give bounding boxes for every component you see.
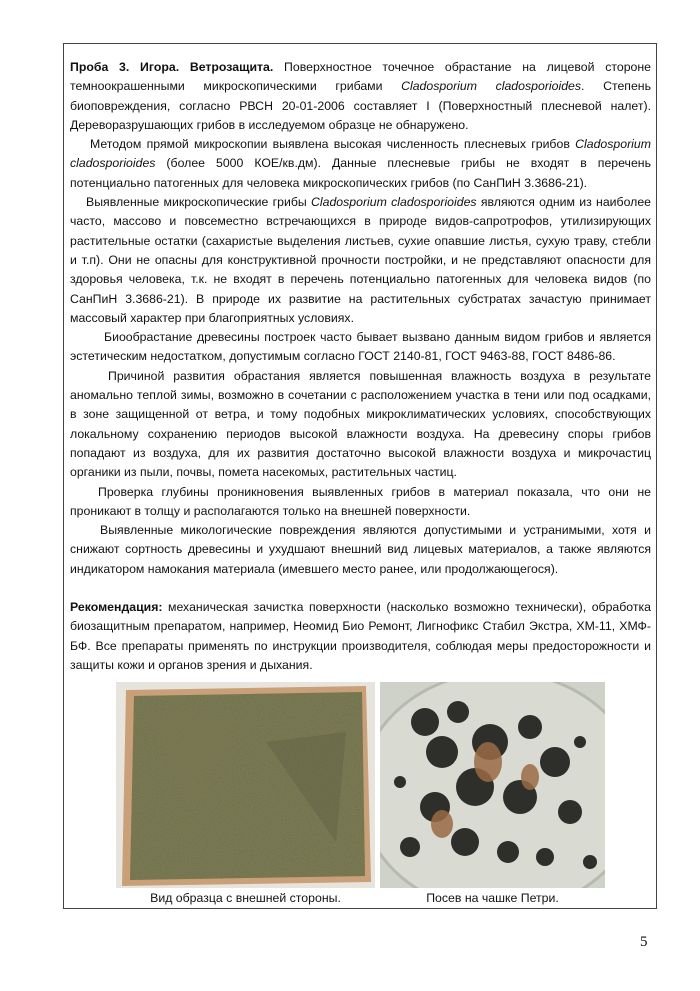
paragraph-sample-summary: Проба 3. Игора. Ветрозащита. Поверхностное точечное обрастание на лицевой стороне темноокрашенными микроскопическими грибами Cladosporium cladosporioides. Степень биоповреждения, согласно РВСН 20-01-2006 составляет I (Поверхностный плесневой налет). Дереворазрушающих грибов в исследуемом образце не обнаружено. (70, 60, 651, 132)
paragraph-depth-check: Проверка глубины проникновения выявленных грибов в материал показала, что они не проникают в толщу и располагаются только на внешней поверхности. (70, 484, 651, 518)
figure-caption-sample: Вид образца с внешней стороны. (150, 891, 341, 905)
paragraph-conclusion: Выявленные микологические повреждения являются допустимыми и устранимыми, хотя и снижают сортность древесины и ухудшают внешний вид лицевых материалов, а также являются индикатором намокания материала (имевшего место ранее, или продолжающегося). (70, 523, 651, 576)
recommendation-label: Рекомендация: (70, 600, 163, 615)
figure-caption-petri: Посев на чашке Петри. (426, 891, 559, 905)
paragraph-biofouling: Биообрастание древесины построек часто бывает вызвано данным видом грибов и является эстетическим недостатком, допустимым согласно ГОСТ 2140-81, ГОСТ 9463-88, ГОСТ 8486-86. (70, 330, 651, 364)
species-name: Cladosporium cladosporioides (401, 79, 582, 94)
petri-dish-photo (380, 682, 605, 888)
paragraph-species-info: Выявленные микроскопические грибы Cladosporium cladosporioides являются одним из наиболее часто, массово и повсеместно встречающихся в природе видов-сапротрофов, утилизирующих растительные остатки (сахаристые выделения листьев, сухие опавшие листья, сухую траву, стебли и т.п). Они не опасны для конструктивной прочности постройки, и не представляют опасности для здоровья человека, т.к. не входят в перечень потенциально патогенных для человека видов (по СанПиН 3.3686-21). В природе их развитие на растительных субстратах зачастую принимает массовый характер при благоприятных условиях. (70, 195, 651, 325)
page-number: 5 (640, 934, 648, 950)
petri-dish-illustration (380, 682, 605, 888)
species-name: Cladosporium cladosporioides (70, 137, 651, 171)
paragraph-microscopy: Методом прямой микроскопии выявлена высокая численность плесневых грибов Cladosporium cladosporioides (более 5000 КОЕ/кв.дм). Данные плесневые грибы не входят в перечень потенциально патогенных для человека микроскопических грибов (по СанПиН 3.3686-21). (70, 137, 651, 190)
species-name: Cladosporium cladosporioides (311, 195, 477, 210)
paragraph-cause: Причиной развития обрастания является повышенная влажность воздуха в результате аномально теплой зимы, возможно в сочетании с расположением участка в тени или под осадками, в зоне защищенной от ветра, и тому подобных микроклиматических условиях, способствующих локальному сохранению периодов высокой влажности воздуха. На древесину споры грибов попадают из воздуха, для их развития достаточно высокой влажности воздуха и микрочастиц органики из пыли, почвы, помета насекомых, растительных частиц. (70, 368, 651, 480)
wood-sample-illustration (116, 682, 375, 888)
sample-outer-side-photo (116, 682, 375, 888)
paragraph-recommendation: Рекомендация: механическая зачистка поверхности (насколько возможно технически), обработка биозащитным препаратом, например, Неомид Био Ремонт, Лигнофикс Стабил Экстра, ХМ-11, ХМФ-БФ. Все препараты применять по инструкции производителя, соблюдая меры предосторожности и защиты кожи и органов зрения и дыхания. (70, 600, 651, 672)
sample-heading: Проба 3. Игора. Ветрозащита. (70, 60, 274, 74)
report-body (70, 58, 651, 675)
